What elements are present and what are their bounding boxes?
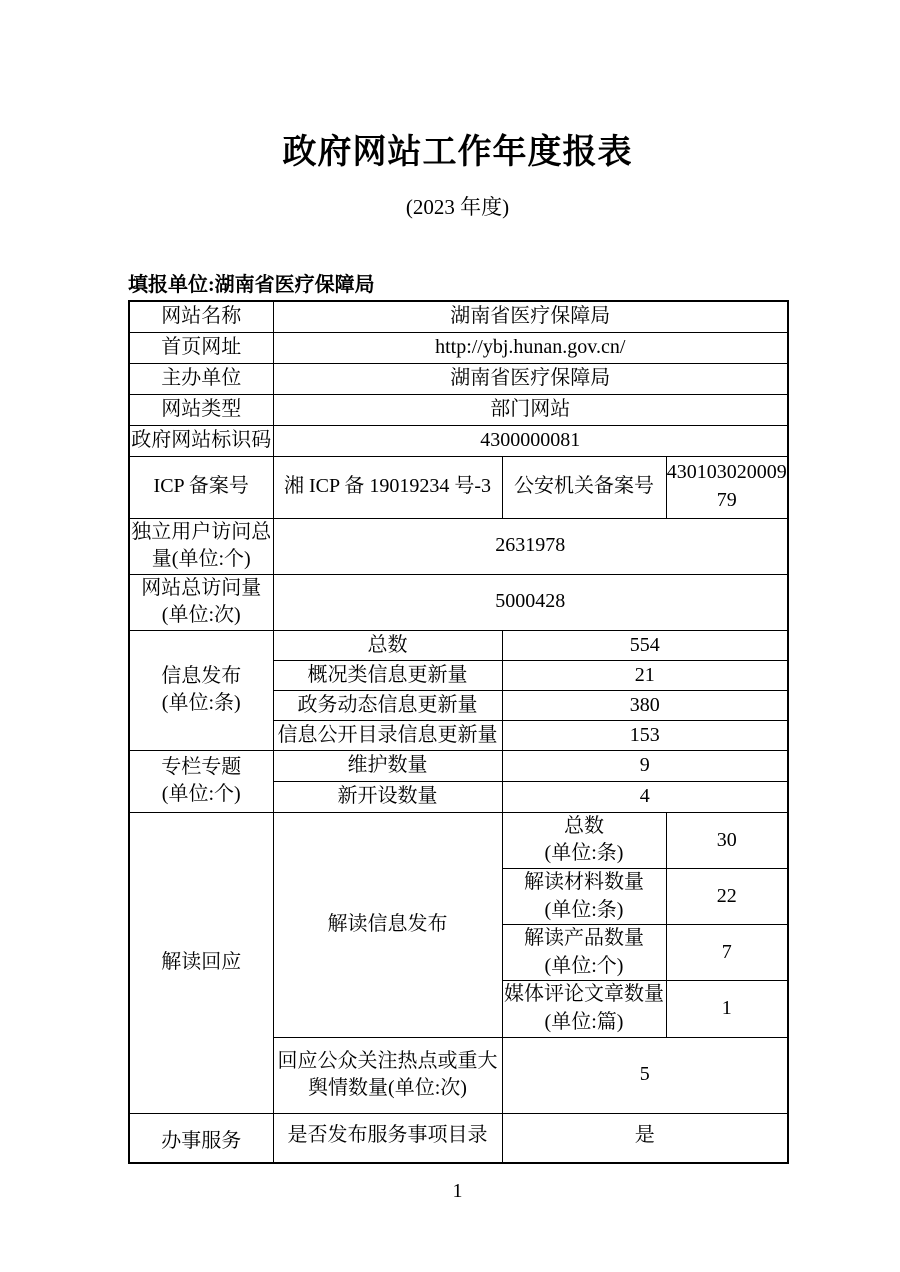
special-columns-maintained-label: 维护数量 <box>273 750 502 781</box>
info-publish-total-label: 总数 <box>273 630 502 660</box>
interpretation-publish-label: 解读信息发布 <box>273 812 502 1037</box>
total-visits-value: 5000428 <box>273 574 788 630</box>
row-site-name <box>129 301 788 332</box>
unique-visitors-value: 2631978 <box>273 518 788 574</box>
public-response-label: 回应公众关注热点或重大舆情数量(单位:次) <box>273 1037 502 1113</box>
site-name-value: 湖南省医疗保障局 <box>273 301 788 332</box>
interpretation-materials-label: 解读材料数量 (单位:条) <box>502 869 666 925</box>
site-type-label: 网站类型 <box>129 394 273 425</box>
interpretation-materials-value: 22 <box>666 869 788 925</box>
services-directory-value: 是 <box>502 1113 788 1163</box>
special-columns-new-label: 新开设数量 <box>273 781 502 812</box>
row-site-id <box>129 425 788 456</box>
special-columns-category-label: 专栏专题 (单位:个) <box>129 750 273 812</box>
row-info-publish-total <box>129 630 788 660</box>
row-total-visits <box>129 574 788 630</box>
special-columns-maintained-value: 9 <box>502 750 788 781</box>
site-name-label: 网站名称 <box>129 301 273 332</box>
interpretation-media-label: 媒体评论文章数量 (单位:篇) <box>502 981 666 1037</box>
info-publish-directory-label: 信息公开目录信息更新量 <box>273 720 502 750</box>
page-number: 1 <box>452 1180 463 1202</box>
interpretation-products-label: 解读产品数量 (单位:个) <box>502 925 666 981</box>
interpretation-total-label: 总数 (单位:条) <box>502 812 666 868</box>
row-interpretation-total <box>129 812 788 868</box>
row-icp <box>129 456 788 518</box>
interpretation-category-label: 解读回应 <box>129 812 273 1113</box>
report-year-subtitle: (2023 年度) <box>405 195 510 219</box>
special-columns-new-value: 4 <box>502 781 788 812</box>
page-title: 政府网站工作年度报表 <box>282 133 633 171</box>
home-url-value: http://ybj.hunan.gov.cn/ <box>273 332 788 363</box>
info-publish-overview-value: 21 <box>502 660 788 690</box>
row-site-type <box>129 394 788 425</box>
services-category-label: 办事服务 <box>129 1113 273 1163</box>
annual-report-table <box>128 300 789 1164</box>
interpretation-media-value: 1 <box>666 981 788 1037</box>
row-home-url <box>129 332 788 363</box>
public-response-value: 5 <box>502 1037 788 1113</box>
total-visits-label: 网站总访问量 (单位:次) <box>129 574 273 630</box>
info-publish-overview-label: 概况类信息更新量 <box>273 660 502 690</box>
security-record-label: 公安机关备案号 <box>502 456 666 518</box>
info-publish-dynamics-label: 政务动态信息更新量 <box>273 690 502 720</box>
icp-label: ICP 备案号 <box>129 456 273 518</box>
info-publish-category-label: 信息发布 (单位:条) <box>129 630 273 750</box>
organizer-label: 主办单位 <box>129 363 273 394</box>
security-record-value: 43010302000979 <box>666 456 788 518</box>
site-id-value: 4300000081 <box>273 425 788 456</box>
interpretation-total-value: 30 <box>666 812 788 868</box>
site-id-label: 政府网站标识码 <box>129 425 273 456</box>
site-type-value: 部门网站 <box>273 394 788 425</box>
row-unique-visitors <box>129 518 788 574</box>
icp-value: 湘 ICP 备 19019234 号-3 <box>273 456 502 518</box>
services-directory-label: 是否发布服务事项目录 <box>273 1113 502 1163</box>
row-organizer <box>129 363 788 394</box>
info-publish-total-value: 554 <box>502 630 788 660</box>
info-publish-directory-value: 153 <box>502 720 788 750</box>
organizer-value: 湖南省医疗保障局 <box>273 363 788 394</box>
info-publish-dynamics-value: 380 <box>502 690 788 720</box>
reporting-unit-label: 填报单位:湖南省医疗保障局 <box>128 274 375 296</box>
row-services-directory <box>129 1113 788 1163</box>
unique-visitors-label: 独立用户访问总量(单位:个) <box>129 518 273 574</box>
home-url-label: 首页网址 <box>129 332 273 363</box>
row-special-columns-maintained <box>129 750 788 781</box>
interpretation-products-value: 7 <box>666 925 788 981</box>
